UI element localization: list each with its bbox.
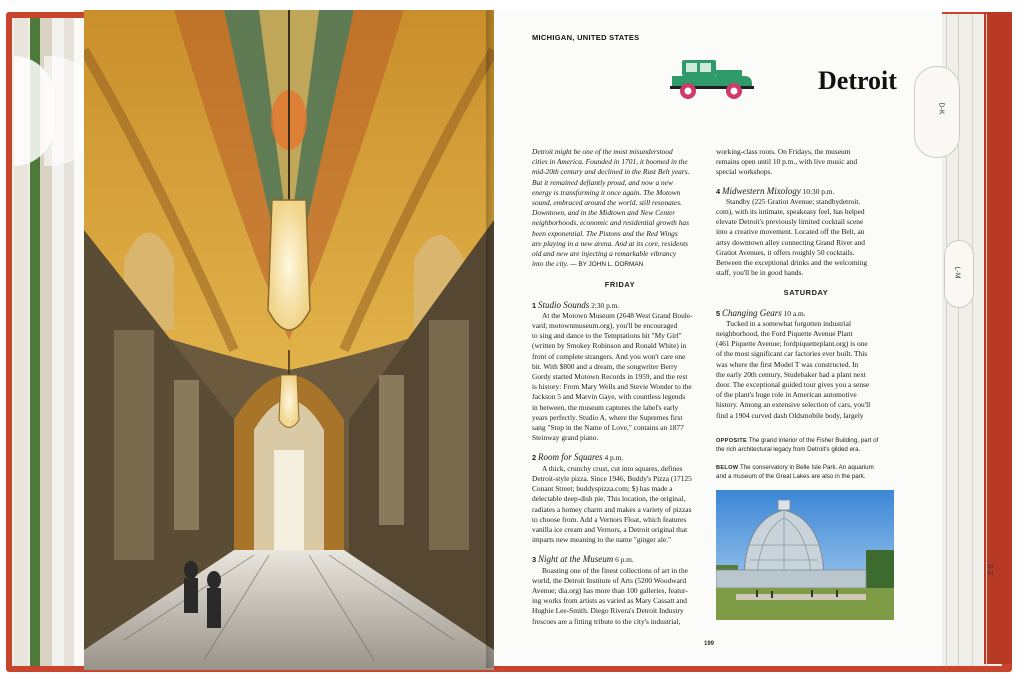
body-line: years perfectly. Studio A, where the Supremes first xyxy=(532,412,683,422)
body-line: Gratiot Avenues, it offers roughly 50 cocktails. xyxy=(716,247,855,257)
body-line: ing works from artists as varied as Mary Cassatt and xyxy=(532,596,687,606)
body-line: into a creative movement. Located off the Belt, an xyxy=(716,227,865,237)
body-line: Boasting one of the finest collections of art in the xyxy=(542,565,688,575)
body-line: find a 1904 curved dash Oldsmobile body, largely xyxy=(716,410,864,420)
stop-number: 5 xyxy=(716,308,721,318)
body-line: in between, the museum captures the label's early xyxy=(532,402,679,412)
body-line: Steinway grand piano. xyxy=(532,433,599,443)
stop-title: Room for Squares xyxy=(537,452,603,463)
intro-line: mid-20th century and declined in the Rust Belt years. xyxy=(532,167,690,177)
stop-time: 6 p.m. xyxy=(615,555,634,565)
body-line: world, the Detroit Institute of Arts (5200 Woodward xyxy=(532,575,687,585)
stop-body xyxy=(716,197,896,279)
body-line: history. Among an extensive selection of cars, you'll xyxy=(716,400,871,410)
stop-time: 4 p.m. xyxy=(604,453,624,463)
body-line: special workshops. xyxy=(716,167,773,177)
body-line: Detroit-style pizza. Since 1946, Buddy's Pizza (17125 xyxy=(532,473,692,483)
body-line: vard; motownmuseum.org), you'll be encouraged xyxy=(532,321,678,331)
belle-isle-conservatory-photo xyxy=(716,490,894,620)
body-line: of the most significant car factories ever built. This xyxy=(716,349,868,359)
caption-line: and a museum of the Great Lakes are also in the park. xyxy=(716,472,866,480)
stop-number: 1 xyxy=(532,300,537,310)
body-line: Avenue; dia.org) has more than 100 galleries, featur- xyxy=(532,585,688,595)
body-line: the early 20th century, Studebaker had a plant next xyxy=(716,369,866,379)
intro-line: neighborhoods, economic and residential growth has xyxy=(532,218,689,228)
thumb-index-tab[interactable] xyxy=(914,66,960,158)
body-line: At the Motown Museum (2648 West Grand Boule- xyxy=(542,310,693,320)
stop-title: Night at the Museum xyxy=(537,554,614,565)
caption-label: OPPOSITE xyxy=(716,438,747,444)
thumb-index-label: D-K xyxy=(937,102,945,115)
body-line: Standby (225 Gratiot Avenue; standbydetroit. xyxy=(726,196,861,206)
body-line: frescoes are a fitting tribute to the city's industrial, xyxy=(532,616,681,626)
body-line: radiates a homey charm and makes a variety of pizzas xyxy=(532,504,692,514)
stop-body xyxy=(532,311,708,444)
conservatory-illustration xyxy=(716,490,894,620)
page-edge xyxy=(972,14,973,666)
body-line: delectable deep-dish pie. This location, the original, xyxy=(532,494,686,504)
body-line: to choose from. Add a Vernors Float, which features xyxy=(532,514,687,524)
byline: — BY JOHN L. DORMAN xyxy=(570,261,644,269)
thumb-index-label: L-M xyxy=(953,266,961,279)
stop-heading xyxy=(532,452,708,463)
intro-line: into the city. xyxy=(532,259,569,269)
caption-line: the rich architectural legacy from Detroit's gilded era. xyxy=(716,445,861,453)
intro-line: Detroit might be one of the most misunderstood xyxy=(532,147,673,156)
intro-line: old and new are injecting a remarkable vibrancy xyxy=(532,249,677,259)
day-heading-saturday: SATURDAY xyxy=(783,288,829,298)
stop-title: Midwestern Mixology xyxy=(721,185,801,196)
body-line: Hughie Lee-Smith. Diego Rivera's Detroit Industry xyxy=(532,606,684,616)
intro-line: been exponential. The Pistons and the Red Wings xyxy=(532,228,678,238)
stop-heading xyxy=(532,300,708,311)
thumb-index-tab[interactable] xyxy=(944,240,974,308)
body-line: Between the exceptional drinks and the welcoming xyxy=(716,258,868,268)
body-line: bit. With $800 and a dream, the songwriter Berry xyxy=(532,361,678,371)
body-line: staff, you'll be in good hands. xyxy=(716,268,804,278)
stop-title: Studio Sounds xyxy=(537,299,590,310)
stop-number: 2 xyxy=(532,453,537,463)
fisher-building-illustration xyxy=(84,10,494,670)
body-line: to sing and dance to the Temptations hit "My Girl" xyxy=(532,331,682,341)
intro-line: cities in America. Founded in 1701, it boomed in the xyxy=(532,157,688,167)
body-line: is history: From Mary Wells and Stevie Wonder to the xyxy=(532,382,692,392)
stop-body xyxy=(716,319,896,421)
stop-body xyxy=(532,566,708,627)
page-number: 199 xyxy=(704,641,715,647)
body-line: Conant Street; buddyspizza.com; $) has made a xyxy=(532,484,673,494)
body-line: working-class roots. On Fridays, the museum xyxy=(716,147,851,156)
caption-line: The conservatory in Belle Isle Park. An aquarium xyxy=(739,464,874,471)
caption-label: BELOW xyxy=(716,465,739,471)
stop-time: 10:30 p.m. xyxy=(802,186,835,196)
body-line: A thick, crunchy crust, cut into squares, defines xyxy=(542,463,683,473)
body-line: com), with its intimate, speakeasy feel, has helped xyxy=(716,207,865,217)
stop-heading xyxy=(716,308,896,319)
stop-number: 3 xyxy=(532,555,537,565)
stop-time: 10 a.m. xyxy=(783,308,806,318)
body-line: imparts new meaning to the name "ginger ale." xyxy=(532,535,672,545)
stop-time: 2:30 p.m. xyxy=(591,300,620,310)
body-line: Jackson 5 and Marvin Gaye, with countless legends xyxy=(532,392,686,402)
stop-heading xyxy=(532,554,708,565)
caption-opposite xyxy=(716,437,896,454)
city-title: Detroit xyxy=(818,66,897,95)
stop-number: 4 xyxy=(716,186,721,196)
stop-body xyxy=(532,464,708,546)
day-heading-friday: FRIDAY xyxy=(604,280,636,290)
intro-paragraph xyxy=(532,147,708,270)
intro-line: are playing in a new arena. And at its core, residents xyxy=(532,238,689,248)
body-line: neighborhood, the Ford Piquette Avenue Plant xyxy=(716,329,853,339)
body-line: of the plant's huge role in American automotive xyxy=(716,390,857,400)
body-line: (461 Piquette Avenue; fordpiquetteplant.org) is one xyxy=(716,339,868,349)
caption-below xyxy=(716,464,896,481)
body-line: front of complete strangers. And you won't care one xyxy=(532,351,686,361)
article-column-2 xyxy=(716,147,896,421)
article-column-1 xyxy=(532,147,708,627)
vintage-car-icon xyxy=(668,56,758,102)
body-line: remains open until 10 p.m., with live music and xyxy=(716,157,858,167)
stop-heading xyxy=(716,186,896,197)
stop-body-continued xyxy=(716,147,896,178)
body-line: Tucked in a somewhat forgotten industrial xyxy=(726,318,852,328)
intro-line: Downtown, and in the Midtown and New Center xyxy=(532,208,676,218)
body-line: door. The exceptional guided tour gives you a sense xyxy=(716,380,870,390)
body-line: was where the first Model T was constructed. In xyxy=(716,359,859,369)
body-line: artsy downtown alley connecting Grand River and xyxy=(716,237,866,247)
body-line: sang "Stop in the Name of Love," contains an 1877 xyxy=(532,423,684,433)
stop-title: Changing Gears xyxy=(721,307,782,318)
caption-line: The grand interior of the Fisher Building, part of xyxy=(748,437,879,444)
body-line: (written by Smokey Robinson and Ronald White) in xyxy=(532,341,687,351)
intro-line: But it remained defiantly proud, and now a new xyxy=(532,177,673,187)
region-header: MICHIGAN, UNITED STATES xyxy=(532,33,640,42)
body-line: vanilla ice cream and Vernors, a Detroit original that xyxy=(532,524,688,534)
intro-line: sound, embraced around the world, still resonates. xyxy=(532,198,682,208)
thumb-index-label: S-Z xyxy=(986,563,994,576)
intro-line: energy is transforming it once again. The Motown xyxy=(532,187,681,197)
body-line: elevate Detroit's previously limited cocktail scene xyxy=(716,217,864,227)
fisher-building-photo xyxy=(84,10,494,670)
body-line: Gordy started Motown Records in 1959, and the rest xyxy=(532,372,688,382)
